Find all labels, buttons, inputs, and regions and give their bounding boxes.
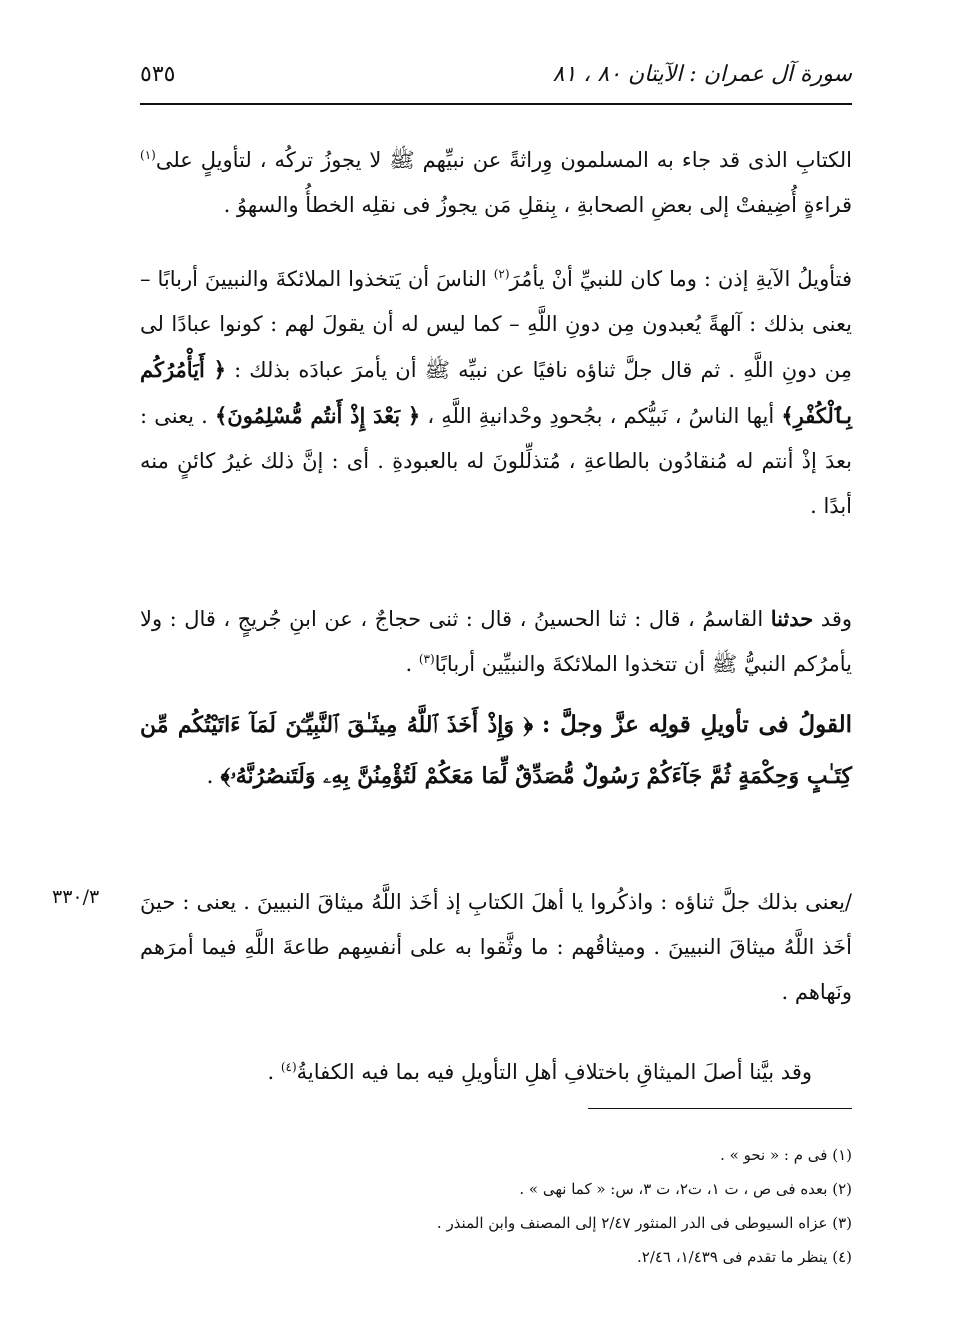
paragraph-4-text: /يعنى بذلك جلَّ ثناؤه : واذكُروا يا أهلَ الكتابِ إذ أخَذ اللَّهُ ميثاقَ النبيينَ . يعنى : حينَ أخَذ اللَّهُ ميثاقَ النبيينَ . وميثاقُهم : ما وثَّقوا به على أنفسِهم طاعةَ اللَّهِ فيما أمرَهم ونَهاهم .: [140, 890, 852, 1004]
footnote-2: (٢) بعده فى ص ، ت ١، ت٢، ت ٣، س: « كما نهى » .: [519, 1180, 852, 1198]
paragraph-3-bold-word: حدثنا: [770, 606, 814, 631]
paragraph-1: [140, 138, 852, 228]
paragraph-4: [140, 880, 852, 1015]
header-rule: [140, 103, 852, 105]
paragraph-2-text-4: . يعنى : بعدَ إذْ أنتم له مُنقادُون بالطاعةِ ، مُتذلِّلونَ له بالعبودةِ . أى : إنَّ ذلك غيرُ كائنٍ منه أبدًا .: [140, 404, 852, 518]
footnote-ref-3[interactable]: (٣): [418, 652, 435, 666]
page-number: ٥٣٥: [140, 62, 176, 87]
paragraph-3-text: القاسمُ ، قال : ثنا الحسينُ ، قال : ثنى حجاجٌ ، عن ابنِ جُريجٍ ، قال : ولا يأمرُكم النبيُّ ﷺ أن تتخذوا الملائكةَ والنبيِّين أربابًا: [140, 607, 852, 676]
footnote-4: (٤) ينظر ما تقدم فى ١/٤٣٩، ٢/٤٦.: [636, 1248, 852, 1266]
footnote-ref-2[interactable]: (٢): [493, 267, 510, 281]
footnotes: [140, 1138, 852, 1274]
footnote-rule: [588, 1108, 852, 1109]
section-heading-end: .: [206, 764, 214, 789]
paragraph-5: [140, 1050, 852, 1095]
quran-quote-2: ﴿ بَعْدَ إِذْ أَنتُم مُّسْلِمُونَ﴾: [214, 403, 421, 428]
footnote-ref-1[interactable]: (١): [140, 148, 156, 162]
paragraph-5-text: وقد بيَّنا أصلَ الميثاقِ باختلافِ أهلِ التأويلِ فيه بما فيه الكفايةُ: [296, 1060, 812, 1084]
paragraph-2-text-continued: الناسَ أن يَتخذوا الملائكةَ والنبيينَ أربابًا – يعنى بذلك : آلهةً يُعبدون مِن دونِ اللَّهِ – كما ليس له أن يقولَ لهم : كونوا عبادًا لى مِن دونِ اللَّهِ . ثم قال جلَّ ثناؤه نافيًا عن نبيِّه ﷺ أن يأمرَ عبادَه بذلك :: [140, 267, 852, 382]
paragraph-1-text-continued: قراءةٍ أُضِيفتْ إلى بعضِ الصحابةِ ، بِنقلِ مَن يجوزُ فى نقلِه الخطأُ والسهوُ .: [223, 193, 852, 217]
page-header: [140, 62, 852, 98]
footnote-1: (١) فى م : « نحو » .: [720, 1146, 852, 1164]
footnote-3: (٣) عزاه السيوطى فى الدر المنثور ٢/٤٧ إلى المصنف وابن المنذر .: [436, 1214, 852, 1232]
paragraph-2-text-3: أيها الناسُ ، نَبيُّكم ، بجُحودِ وحْدانيةِ اللَّهِ ،: [427, 404, 775, 428]
paragraph-3: [140, 596, 852, 687]
paragraph-2: [140, 257, 852, 529]
running-title: سورة آل عمران : الآيتان ٨٠ ، ٨١: [552, 62, 852, 87]
paragraph-2-text: فتأويلُ الآيةِ إذن : وما كان للنبيِّ أنْ يأمُرَ: [509, 267, 853, 291]
section-heading-lead: القولُ فى تأويلِ قولِه عزَّ وجلَّ :: [541, 711, 852, 738]
section-heading: [140, 700, 852, 802]
paragraph-3-end: .: [405, 652, 413, 676]
footnote-ref-4[interactable]: (٤): [280, 1060, 297, 1074]
marginal-reference: ٣٣٠/٣: [52, 886, 100, 908]
paragraph-5-end: .: [267, 1060, 275, 1084]
paragraph-3-lead: وقد: [820, 607, 852, 631]
quran-quote-1: ﴿ أَيَأْمُرُكُم بِٱلْكُفْرِ﴾: [140, 357, 852, 428]
section-heading-verse: ﴿ وَإِذْ أَخَذَ ٱللَّهُ مِيثَـٰقَ ٱلنَّبِيِّـۧنَ لَمَآ ءَاتَيْتُكُم مِّن كِتَـٰبٍ وَحِكْمَةٍ ثُمَّ جَآءَكُمْ رَسُولٌ مُّصَدِّقٌ لِّمَا مَعَكُمْ لَتُؤْمِنُنَّ بِهِۦ وَلَتَنصُرُنَّهُۥ﴾: [140, 712, 852, 789]
paragraph-1-text: الكتابِ الذى قد جاء به المسلمون وِراثةً عن نبيِّهم ﷺ لا يجوزُ تركُه ، لتأويلٍ على: [155, 148, 852, 172]
